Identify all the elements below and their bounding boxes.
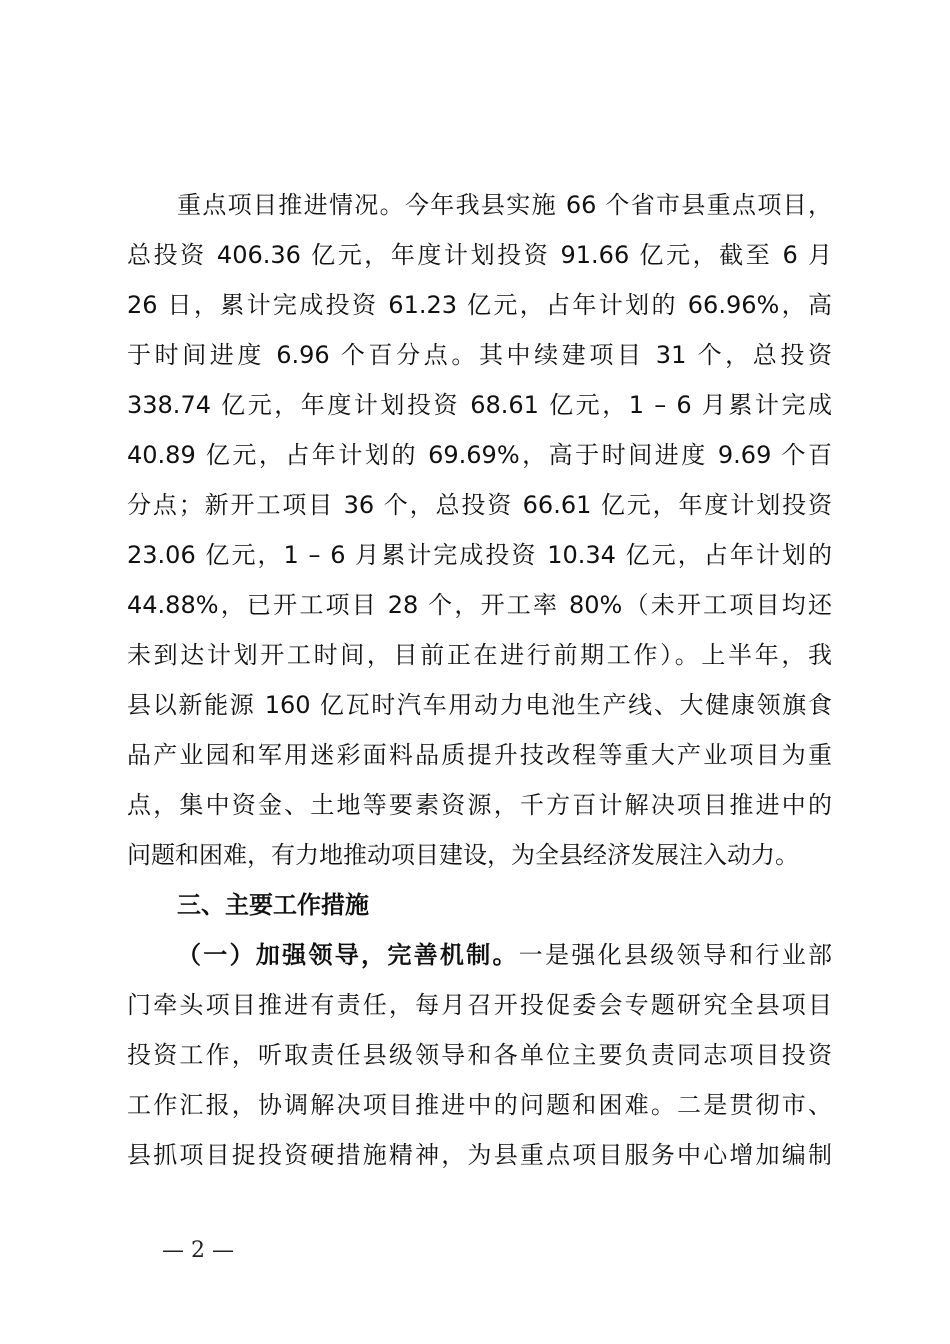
paragraph-line: 总投资 406.36 亿元，年度计划投资 91.66 亿元，截至 6 月 [127, 241, 832, 269]
subsection-title: （一）加强领导，完善机制。 [177, 941, 519, 969]
paragraph-line: 投资工作，听取责任县级领导和各单位主要负责同志项目投资 [127, 1041, 832, 1069]
paragraph-line: 44.88%，已开工项目 28 个，开工率 80%（未开工项目均还 [127, 591, 832, 619]
paragraph-line: 23.06 亿元，1 – 6 月累计完成投资 10.34 亿元，占年计划的 [127, 541, 832, 569]
paragraph-line: 点，集中资金、土地等要素资源，千方百计解决项目推进中的 [127, 791, 832, 819]
paragraph-line: 县以新能源 160 亿瓦时汽车用动力电池生产线、大健康领旗食 [127, 691, 832, 719]
paragraph-first-line-text: 一是强化县级领导和行业部 [518, 941, 833, 969]
paragraph-line: 品产业园和军用迷彩面料品质提升技改程等重大产业项目为重 [127, 741, 832, 769]
paragraph-line: 26 日，累计完成投资 61.23 亿元，占年计划的 66.96%，高 [127, 291, 832, 319]
paragraph-line: 40.89 亿元，占年计划的 69.69%，高于时间进度 9.69 个百 [127, 441, 832, 469]
paragraph-line: 于时间进度 6.96 个百分点。其中续建项目 31 个，总投资 [127, 341, 832, 369]
paragraph-line: 338.74 亿元，年度计划投资 68.61 亿元，1 – 6 月累计完成 [127, 391, 832, 419]
page-number: — 2 — [162, 1238, 234, 1263]
paragraph-line: 门牵头项目推进有责任，每月召开投促委会专题研究全县项目 [127, 991, 832, 1019]
document-body [127, 180, 832, 1180]
paragraph-line: 工作汇报，协调解决项目推进中的问题和困难。二是贯彻市、 [127, 1091, 832, 1119]
section-heading: 三、主要工作措施 [177, 891, 369, 919]
paragraph-project-progress [127, 180, 832, 880]
paragraph-line: 分点；新开工项目 36 个，总投资 66.61 亿元，年度计划投资 [127, 491, 832, 519]
paragraph-line: 县抓项目捉投资硬措施精神，为县重点项目服务中心增加编制 [127, 1141, 832, 1169]
paragraph-first-line [127, 930, 832, 980]
paragraph-measures-leadership [127, 930, 832, 1180]
paragraph-line: 未到达计划开工时间，目前正在进行前期工作）。上半年，我 [127, 641, 832, 669]
paragraph-line: 重点项目推进情况。今年我县实施 66 个省市县重点项目， [177, 191, 832, 219]
paragraph-line: 问题和困难，有力地推动项目建设，为全县经济发展注入动力。 [127, 841, 799, 869]
